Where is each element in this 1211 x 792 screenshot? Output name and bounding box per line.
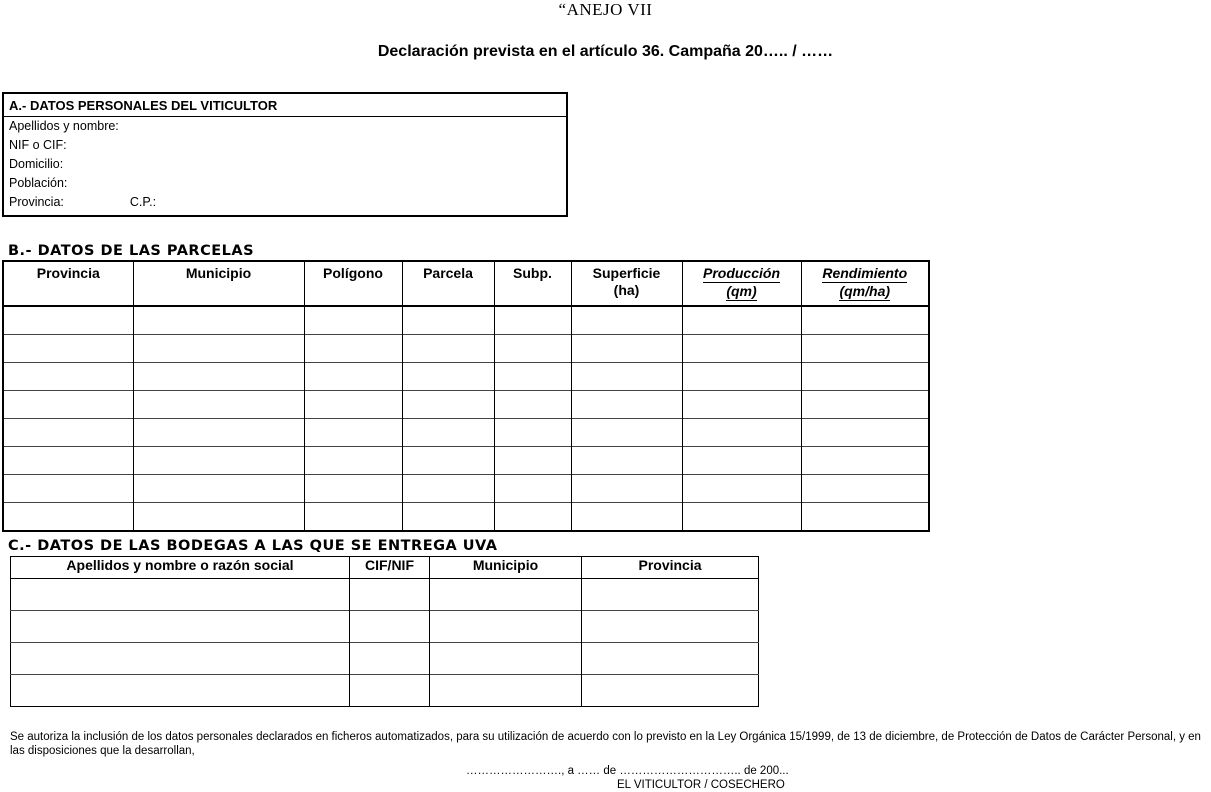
table-cell[interactable] xyxy=(304,475,402,503)
col-poligono: Polígono xyxy=(304,261,402,306)
table-cell[interactable] xyxy=(430,675,582,707)
table-cell[interactable] xyxy=(304,306,402,335)
table-cell[interactable] xyxy=(682,447,801,475)
table-cell[interactable] xyxy=(350,675,430,707)
table-cell[interactable] xyxy=(582,579,759,611)
table-cell[interactable] xyxy=(801,363,929,391)
table-cell[interactable] xyxy=(304,391,402,419)
table-cell[interactable] xyxy=(133,363,304,391)
table-cell[interactable] xyxy=(11,611,350,643)
table-cell[interactable] xyxy=(801,419,929,447)
winery-row xyxy=(11,579,759,611)
table-cell[interactable] xyxy=(3,391,133,419)
table-cell[interactable] xyxy=(3,363,133,391)
table-cell[interactable] xyxy=(350,611,430,643)
col-superficie-unit: (ha) xyxy=(613,282,640,298)
table-cell[interactable] xyxy=(133,306,304,335)
wineries-table xyxy=(10,556,759,707)
table-cell[interactable] xyxy=(304,419,402,447)
table-cell[interactable] xyxy=(571,419,682,447)
wineries-header-row xyxy=(11,557,759,579)
table-cell[interactable] xyxy=(801,447,929,475)
table-cell[interactable] xyxy=(494,475,571,503)
table-cell[interactable] xyxy=(133,419,304,447)
table-cell[interactable] xyxy=(350,643,430,675)
table-cell[interactable] xyxy=(402,391,494,419)
table-cell[interactable] xyxy=(402,503,494,532)
parcel-row xyxy=(3,391,929,419)
table-cell[interactable] xyxy=(430,579,582,611)
parcel-row xyxy=(3,335,929,363)
annex-title: “ANEJO VII xyxy=(558,0,653,19)
table-cell[interactable] xyxy=(571,306,682,335)
col-rendimiento-label: Rendimiento xyxy=(822,265,908,281)
table-cell[interactable] xyxy=(571,391,682,419)
table-cell[interactable] xyxy=(430,611,582,643)
wineries-body xyxy=(11,579,759,707)
col-provincia: Provincia xyxy=(3,261,133,306)
table-cell[interactable] xyxy=(3,475,133,503)
table-cell[interactable] xyxy=(133,391,304,419)
field-poblacion-label: Población: xyxy=(9,176,68,190)
parcel-row xyxy=(3,306,929,335)
table-cell[interactable] xyxy=(801,391,929,419)
parcel-row xyxy=(3,419,929,447)
table-cell[interactable] xyxy=(801,335,929,363)
col-provincia-c: Provincia xyxy=(582,557,759,579)
table-cell[interactable] xyxy=(430,643,582,675)
col-produccion-unit: (qm) xyxy=(726,283,757,299)
table-cell[interactable] xyxy=(801,475,929,503)
table-cell[interactable] xyxy=(494,447,571,475)
col-parcela: Parcela xyxy=(402,261,494,306)
section-a-title: A.- DATOS PERSONALES DEL VITICULTOR xyxy=(4,94,566,117)
winery-row xyxy=(11,675,759,707)
field-domicilio-label: Domicilio: xyxy=(9,157,64,171)
table-cell[interactable] xyxy=(304,503,402,532)
table-cell[interactable] xyxy=(3,447,133,475)
table-cell[interactable] xyxy=(682,475,801,503)
table-cell[interactable] xyxy=(682,419,801,447)
table-cell[interactable] xyxy=(571,503,682,532)
table-cell[interactable] xyxy=(304,447,402,475)
table-cell[interactable] xyxy=(571,335,682,363)
table-cell[interactable] xyxy=(350,579,430,611)
table-cell[interactable] xyxy=(494,419,571,447)
table-cell[interactable] xyxy=(582,611,759,643)
parcels-table xyxy=(2,260,930,532)
data-protection-notice: Se autoriza la inclusión de los datos personales declarados en ficheros automatizados, para su utilización de acuerdo con lo previsto en la Ley Orgánica 15/1999, de 13 de diciembre, de Protección de Datos de Carácter Personal, y en las disposiciones que la desarrollan, xyxy=(10,731,1201,757)
col-municipio: Municipio xyxy=(133,261,304,306)
section-a-personal-data xyxy=(2,92,568,217)
col-rendimiento-unit: (qm/ha) xyxy=(839,283,891,299)
table-cell[interactable] xyxy=(682,335,801,363)
winery-row xyxy=(11,643,759,675)
section-b-title: B.- DATOS DE LAS PARCELAS xyxy=(8,243,255,259)
table-cell[interactable] xyxy=(304,335,402,363)
col-subp: Subp. xyxy=(494,261,571,306)
table-cell[interactable] xyxy=(402,335,494,363)
table-cell[interactable] xyxy=(133,475,304,503)
table-cell[interactable] xyxy=(582,643,759,675)
table-cell[interactable] xyxy=(682,503,801,532)
declaration-subtitle: Declaración prevista en el artículo 36. Campaña 20….. / …… xyxy=(377,43,834,60)
table-cell[interactable] xyxy=(133,447,304,475)
col-rendimiento xyxy=(801,261,929,306)
table-cell[interactable] xyxy=(801,306,929,335)
table-cell[interactable] xyxy=(682,306,801,335)
col-produccion xyxy=(682,261,801,306)
parcel-row xyxy=(3,475,929,503)
table-cell[interactable] xyxy=(304,363,402,391)
table-cell[interactable] xyxy=(402,447,494,475)
table-cell[interactable] xyxy=(801,503,929,532)
table-cell[interactable] xyxy=(571,475,682,503)
table-cell[interactable] xyxy=(494,306,571,335)
signer-label: EL VITICULTOR / COSECHERO xyxy=(617,779,785,791)
table-cell[interactable] xyxy=(402,363,494,391)
table-cell[interactable] xyxy=(402,419,494,447)
table-cell[interactable] xyxy=(3,503,133,532)
field-provincia-label: Provincia: xyxy=(9,195,64,209)
table-cell[interactable] xyxy=(494,503,571,532)
col-superficie-label: Superficie xyxy=(592,265,661,281)
table-cell[interactable] xyxy=(571,447,682,475)
parcels-body xyxy=(3,306,929,531)
col-produccion-label: Producción xyxy=(702,265,780,281)
col-nombre: Apellidos y nombre o razón social xyxy=(11,557,350,579)
table-cell[interactable] xyxy=(682,391,801,419)
table-cell[interactable] xyxy=(11,579,350,611)
table-cell[interactable] xyxy=(682,363,801,391)
table-cell[interactable] xyxy=(402,475,494,503)
table-cell[interactable] xyxy=(494,391,571,419)
date-line: ……………………., a …… de ………………………….. de 200... xyxy=(466,765,789,777)
table-cell[interactable] xyxy=(3,419,133,447)
winery-row xyxy=(11,611,759,643)
table-cell[interactable] xyxy=(11,643,350,675)
col-cif: CIF/NIF xyxy=(350,557,430,579)
parcel-row xyxy=(3,503,929,532)
field-provincia-row xyxy=(4,193,566,212)
field-name-label: Apellidos y nombre: xyxy=(9,119,119,133)
table-cell[interactable] xyxy=(133,335,304,363)
table-cell[interactable] xyxy=(11,675,350,707)
col-superficie xyxy=(571,261,682,306)
table-cell[interactable] xyxy=(582,675,759,707)
col-municipio-c: Municipio xyxy=(430,557,582,579)
table-cell[interactable] xyxy=(494,363,571,391)
parcel-row xyxy=(3,447,929,475)
table-cell[interactable] xyxy=(3,306,133,335)
parcel-row xyxy=(3,363,929,391)
section-c-title: C.- DATOS DE LAS BODEGAS A LAS QUE SE ENTREGA UVA xyxy=(8,538,498,554)
table-cell[interactable] xyxy=(133,503,304,532)
field-nif-label: NIF o CIF: xyxy=(9,138,67,152)
table-cell[interactable] xyxy=(402,306,494,335)
field-cp-label: C.P.: xyxy=(129,195,157,209)
table-cell[interactable] xyxy=(571,363,682,391)
table-cell[interactable] xyxy=(3,335,133,363)
table-cell[interactable] xyxy=(494,335,571,363)
parcels-header-row xyxy=(3,261,929,306)
